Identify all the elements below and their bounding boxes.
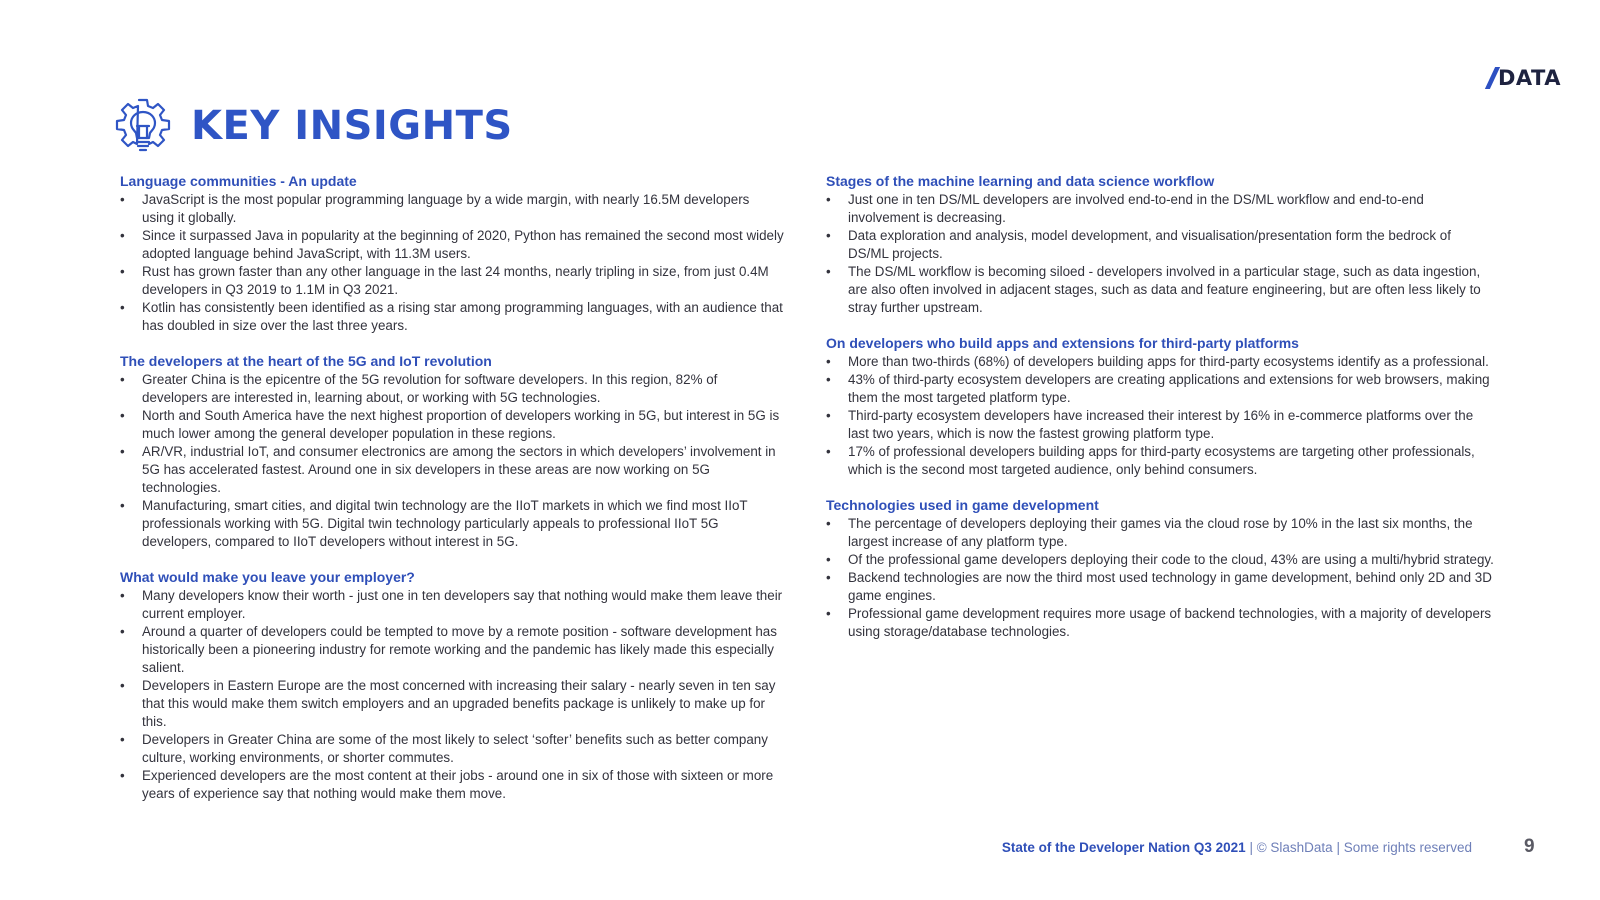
bullet-text: Data exploration and analysis, model development, and visualisation/presentation form the bedrock of DS/ML projects. bbox=[848, 228, 1451, 261]
bullet-marker: • bbox=[120, 732, 125, 747]
bullet-marker: • bbox=[826, 444, 831, 459]
bullet-marker: • bbox=[826, 408, 831, 423]
section-title: On developers who build apps and extensions for third-party platforms bbox=[826, 335, 1299, 351]
bullet-item bbox=[826, 605, 1494, 641]
footer-report-name: State of the Developer Nation Q3 2021 bbox=[1001, 840, 1246, 855]
bullet-marker: • bbox=[120, 264, 125, 279]
bullet-text: Professional game development requires more usage of backend technologies, with a majority of developers using storage/database technologies. bbox=[848, 606, 1492, 639]
bullet-item bbox=[826, 191, 1494, 227]
bullet-text: 17% of professional developers building apps for third-party ecosystems are targeting other professionals, which is the second most targeted audience, only behind consumers. bbox=[848, 444, 1475, 477]
bullet-marker: • bbox=[826, 372, 831, 387]
bullet-text: North and South America have the next highest proportion of developers working in 5G, but interest in 5G is much lower among the general developer population in these regions. bbox=[142, 408, 780, 441]
bullet-item bbox=[120, 443, 785, 497]
section-5g-iot bbox=[120, 352, 785, 551]
bullet-text: JavaScript is the most popular programming language by a wide margin, with nearly 16.5M developers using it globally. bbox=[142, 192, 750, 225]
bullet-marker: • bbox=[826, 552, 831, 567]
bullet-item bbox=[826, 263, 1494, 317]
bullet-text: Around a quarter of developers could be tempted to move by a remote position - software development has historically been a pioneering industry for remote working and the pandemic has likely made this especially salient. bbox=[142, 624, 777, 675]
bullet-text: The percentage of developers deploying their games via the cloud rose by 10% in the last six months, the largest increase of any platform type. bbox=[848, 516, 1473, 549]
bullet-item bbox=[120, 587, 785, 623]
bullet-item bbox=[826, 407, 1494, 443]
section-language-communities bbox=[120, 172, 785, 335]
bullet-marker: • bbox=[120, 228, 125, 243]
bullet-item bbox=[826, 227, 1494, 263]
bullet-marker: • bbox=[120, 768, 125, 783]
bullet-marker: • bbox=[120, 624, 125, 639]
bullet-text: AR/VR, industrial IoT, and consumer electronics are among the sectors in which developers’ involvement in 5G has accelerated fastest. Around one in six developers in these areas are now working on 5G technologies. bbox=[142, 444, 776, 495]
section-third-party-platforms bbox=[826, 334, 1494, 479]
bullet-marker: • bbox=[826, 606, 831, 621]
bullet-marker: • bbox=[120, 588, 125, 603]
bullet-text: More than two-thirds (68%) of developers building apps for third-party ecosystems identify as a professional. bbox=[848, 354, 1489, 369]
bullet-text: 43% of third-party ecosystem developers are creating applications and extensions for web browsers, making them the most targeted platform type. bbox=[848, 372, 1490, 405]
bullet-marker: • bbox=[826, 570, 831, 585]
section-title: The developers at the heart of the 5G and IoT revolution bbox=[120, 353, 492, 369]
bullet-text: Greater China is the epicentre of the 5G revolution for software developers. In this region, 82% of developers are interested in, learning about, or working with 5G technologies. bbox=[142, 372, 718, 405]
bullet-text: The DS/ML workflow is becoming siloed - developers involved in a particular stage, such as data ingestion, are also often involved in adjacent stages, such as data and feature engineering, but are often less likely to stray further upstream. bbox=[848, 264, 1481, 315]
bullet-list bbox=[120, 587, 785, 803]
bullet-marker: • bbox=[120, 498, 125, 513]
right-column bbox=[826, 172, 1494, 658]
section-title: Language communities - An update bbox=[120, 173, 357, 189]
bullet-marker: • bbox=[826, 354, 831, 369]
logo-text: DATA bbox=[1498, 66, 1562, 90]
bullet-item bbox=[826, 353, 1494, 371]
bullet-item bbox=[120, 263, 785, 299]
footer bbox=[1002, 840, 1472, 855]
bullet-marker: • bbox=[120, 408, 125, 423]
bullet-marker: • bbox=[826, 192, 831, 207]
page-title: KEY INSIGHTS bbox=[191, 103, 513, 149]
bullet-item bbox=[826, 443, 1494, 479]
bullet-text: Manufacturing, smart cities, and digital twin technology are the IIoT markets in which we find most IIoT professionals working with 5G. Digital twin technology particularly appeals to professional IIoT 5G developers, compared to IIoT developers without interest in 5G. bbox=[142, 498, 748, 549]
bullet-list bbox=[826, 191, 1494, 317]
bullet-marker: • bbox=[120, 444, 125, 459]
bullet-item bbox=[120, 677, 785, 731]
bullet-text: Rust has grown faster than any other language in the last 24 months, nearly tripling in size, from just 0.4M developers in Q3 2019 to 1.1M in Q3 2021. bbox=[142, 264, 769, 297]
bullet-item bbox=[120, 623, 785, 677]
section-title: Stages of the machine learning and data science workflow bbox=[826, 173, 1215, 189]
bullet-item bbox=[120, 407, 785, 443]
section-title: Technologies used in game development bbox=[826, 497, 1099, 513]
bullet-list bbox=[826, 515, 1494, 641]
bullet-item bbox=[120, 299, 785, 335]
bullet-text: Developers in Eastern Europe are the most concerned with increasing their salary - nearly seven in ten say that this would make them switch employers and an upgraded benefits package is unlikely to make up for this. bbox=[142, 678, 776, 729]
bullet-list bbox=[120, 371, 785, 551]
bullet-item bbox=[120, 731, 785, 767]
page-header bbox=[113, 96, 513, 156]
bullet-item bbox=[120, 191, 785, 227]
bullet-marker: • bbox=[826, 516, 831, 531]
section-ml-workflow bbox=[826, 172, 1494, 317]
bullet-marker: • bbox=[826, 264, 831, 279]
bullet-marker: • bbox=[826, 228, 831, 243]
bullet-item bbox=[826, 551, 1494, 569]
bullet-text: Backend technologies are now the third most used technology in game development, behind only 2D and 3D game engines. bbox=[848, 570, 1492, 603]
bullet-item bbox=[120, 227, 785, 263]
bullet-marker: • bbox=[120, 192, 125, 207]
bullet-item bbox=[120, 497, 785, 551]
bullet-text: Just one in ten DS/ML developers are involved end-to-end in the DS/ML workflow and end-to-end involvement is decreasing. bbox=[848, 192, 1424, 225]
bullet-item bbox=[826, 569, 1494, 605]
bullet-text: Since it surpassed Java in popularity at the beginning of 2020, Python has remained the second most widely adopted language behind JavaScript, with 11.3M users. bbox=[142, 228, 784, 261]
bullet-text: Third-party ecosystem developers have increased their interest by 16% in e-commerce platforms over the last two years, which is now the fastest growing platform type. bbox=[848, 408, 1474, 441]
bullet-item bbox=[120, 767, 785, 803]
section-title: What would make you leave your employer? bbox=[120, 569, 415, 585]
page-number: 9 bbox=[1524, 836, 1535, 857]
slashdata-logo bbox=[1490, 67, 1561, 89]
section-leave-employer bbox=[120, 568, 785, 803]
section-game-development bbox=[826, 496, 1494, 641]
bullet-item bbox=[826, 371, 1494, 407]
bullet-list bbox=[826, 353, 1494, 479]
footer-separator: | bbox=[1245, 840, 1257, 855]
left-column bbox=[120, 172, 785, 820]
bullet-item bbox=[120, 371, 785, 407]
bullet-marker: • bbox=[120, 372, 125, 387]
bullet-list bbox=[120, 191, 785, 335]
bullet-text: Of the professional game developers deploying their code to the cloud, 43% are using a multi/hybrid strategy. bbox=[848, 552, 1494, 567]
bullet-text: Many developers know their worth - just one in ten developers say that nothing would make them leave their current employer. bbox=[142, 588, 783, 621]
bullet-text: Developers in Greater China are some of the most likely to select ‘softer’ benefits such as better company culture, working environments, or shorter commutes. bbox=[142, 732, 768, 765]
footer-rights: © SlashData | Some rights reserved bbox=[1256, 840, 1472, 855]
bullet-text: Experienced developers are the most content at their jobs - around one in six of those with sixteen or more years of experience say that nothing would make them move. bbox=[142, 768, 774, 801]
bullet-marker: • bbox=[120, 300, 125, 315]
bullet-marker: • bbox=[120, 678, 125, 693]
lightbulb-gear-icon bbox=[113, 96, 173, 156]
bullet-item bbox=[826, 515, 1494, 551]
bullet-text: Kotlin has consistently been identified as a rising star among programming languages, with an audience that has doubled in size over the last three years. bbox=[142, 300, 783, 333]
